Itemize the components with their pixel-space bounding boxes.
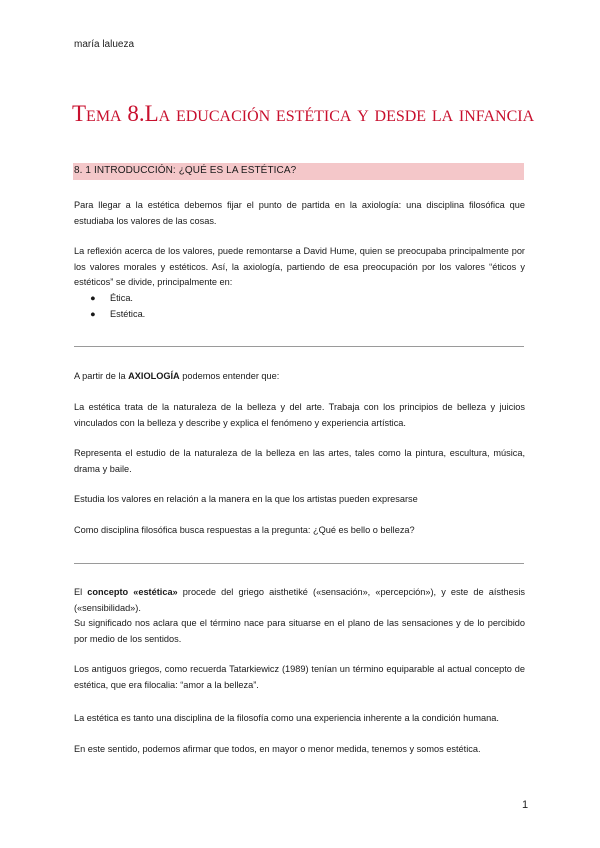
page-number: 1 bbox=[522, 799, 529, 811]
bullet-icon: ● bbox=[90, 293, 96, 303]
paragraph-concepto-estetica bbox=[74, 585, 525, 616]
list-item bbox=[74, 291, 525, 307]
values-list bbox=[74, 291, 525, 322]
divider bbox=[74, 346, 524, 347]
paragraph-axiologia: Para llegar a la estética debemos fijar el punto de partida en la axiología: una disciplina filosófica que estudiaba los valores de las cosas. bbox=[74, 200, 525, 226]
paragraph-disciplina: La estética es tanto una disciplina de la filosofía como una experiencia inherente a la condición humana. bbox=[74, 713, 499, 723]
author-name: maría lalueza bbox=[74, 39, 135, 50]
paragraph-representa: Representa el estudio de la naturaleza de la belleza en las artes, tales como la pintura, escultura, música, drama y baile. bbox=[74, 448, 525, 474]
concept-text: El bbox=[74, 587, 88, 597]
intro-text: A partir de la bbox=[74, 371, 129, 381]
paragraph-axiologia-intro bbox=[74, 369, 525, 385]
concept-bold-term: concepto «estética» bbox=[87, 587, 178, 597]
paragraph-hume: La reflexión acerca de los valores, puede remontarse a David Hume, quien se preocupaba principalmente por los valores morales y estéticos. Así, la axiología, partiendo de esa preocupación por los valores “éticos y estéticos” se divide, principalmente en: bbox=[74, 246, 525, 287]
paragraph-estudia-valores: Estudia los valores en relación a la manera en la que los artistas pueden expresarse bbox=[74, 494, 418, 504]
paragraph-pregunta: Como disciplina filosófica busca respuestas a la pregunta: ¿Qué es bello o belleza? bbox=[74, 525, 415, 535]
paragraph-significado: Su significado nos aclara que el término nace para situarse en el plano de las sensaciones y de lo percibido por medio de los sentidos. bbox=[74, 618, 525, 644]
concept-text-end: procede del griego aisthetiké («sensación», «percepción»), y este de aísthesis («sensibilidad»). bbox=[74, 587, 525, 613]
list-item bbox=[74, 307, 525, 323]
paragraph-estetica-trata: La estética trata de la naturaleza de la belleza y del arte. Trabaja con los principios de belleza y juicios vinculados con la belleza y describe y explica el fenómeno y experiencia artística. bbox=[74, 402, 525, 428]
document-title: Tema 8.La educación estética y desde la infancia bbox=[72, 101, 535, 126]
list-item-label: Ética. bbox=[110, 293, 133, 303]
section-heading: 8. 1 INTRODUCCIÓN: ¿QUÉ ES LA ESTÉTICA? bbox=[74, 165, 297, 176]
list-item-label: Estética. bbox=[110, 308, 146, 319]
divider bbox=[74, 563, 524, 564]
intro-bold-term: AXIOLOGÍA bbox=[128, 371, 180, 381]
paragraph-griegos: Los antiguos griegos, como recuerda Tatarkiewicz (1989) tenían un término equiparable al actual concepto de estética, que era filocalia: “amor a la belleza”. bbox=[74, 664, 525, 690]
bullet-icon: ● bbox=[90, 308, 96, 319]
intro-text-end: podemos entender que: bbox=[179, 371, 280, 381]
paragraph-todos: En este sentido, podemos afirmar que todos, en mayor o menor medida, tenemos y somos estética. bbox=[74, 744, 481, 754]
